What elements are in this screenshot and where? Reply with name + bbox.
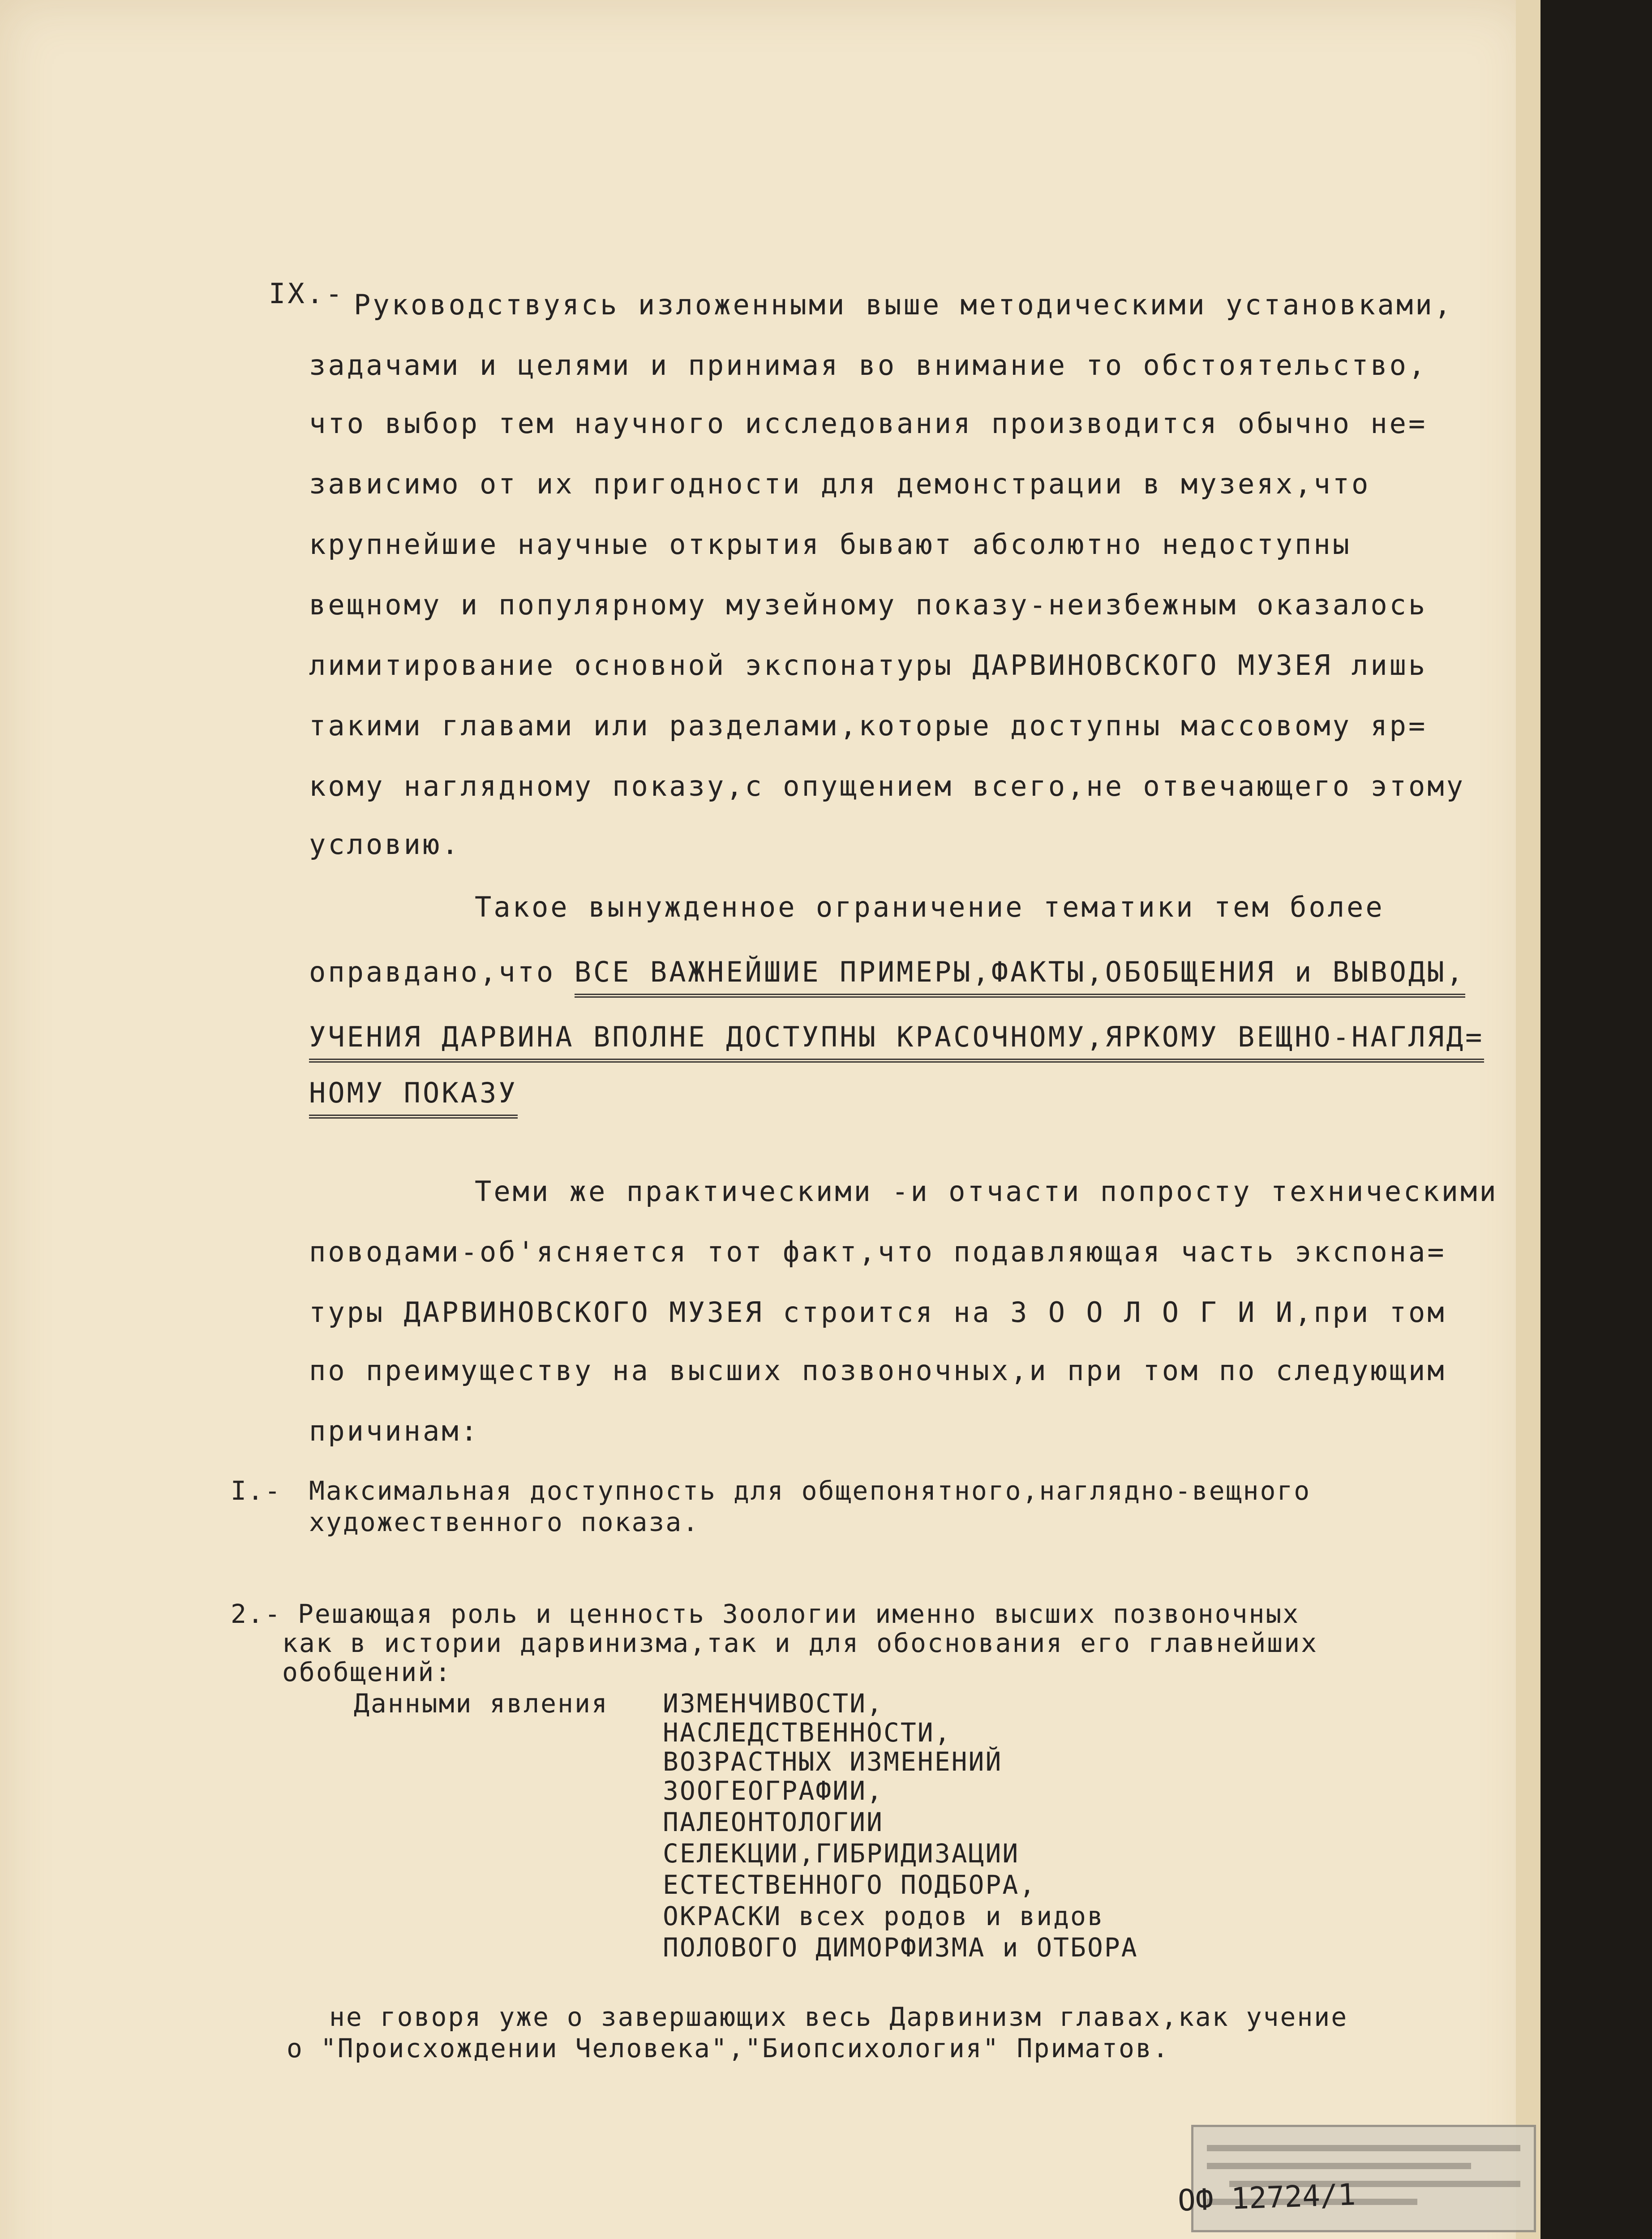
paragraph-1-line: зависимо от их пригодности для демонстрации в музеях,что [309, 468, 1371, 500]
paragraph-3-line: Теми же практическими -и отчасти попросту техническими [475, 1175, 1498, 1208]
phenomenon-item: ВОЗРАСТНЫХ ИЗМЕНЕНИЙ [663, 1746, 1003, 1777]
phenomenon-item: ПАЛЕОНТОЛОГИИ [663, 1807, 884, 1837]
phenomenon-item: СЕЛЕКЦИИ,ГИБРИДИЗАЦИИ [663, 1838, 1020, 1869]
paragraph-1-line: такими главами или разделами,которые доступны массовому яр= [309, 709, 1428, 742]
emphasis-underlined: ВСЕ ВАЖНЕЙШИЕ ПРИМЕРЫ,ФАКТЫ,ОБОБЩЕНИЯ и ВЫВОДЫ, [575, 956, 1465, 998]
paragraph-2-line: Такое вынужденное ограничение тематики тем более [475, 891, 1385, 923]
inventory-number: ОФ 12724/1 [1177, 2177, 1356, 2218]
phenomenon-item: ИЗМЕНЧИВОСТИ, [663, 1688, 884, 1719]
paragraph-3-line: туры ДАРВИНОВСКОГО МУЗЕЯ строится на З О О Л О Г И И,при том [309, 1296, 1446, 1329]
paragraph-1-line: кому наглядному показу,с опущением всего,не отвечающего этому [309, 770, 1465, 802]
phenomena-label: Данными явления [354, 1688, 609, 1719]
paragraph-3-line: по преимуществу на высших позвоночных,и при том по следующим [309, 1354, 1446, 1387]
page-edge [1516, 0, 1540, 2239]
paragraph-1-line: условию. [309, 828, 461, 861]
archive-stamp [1191, 2125, 1536, 2232]
phenomenon-item: НАСЛЕДСТВЕННОСТИ, [663, 1717, 952, 1748]
paragraph-1-line: задачами и целями и принимая во внимание то обстоятельство, [309, 349, 1428, 382]
paragraph-1-line: Руководствуясь изложенными выше методическими установками, [354, 288, 1453, 321]
paragraph-1-line: крупнейшие научные открытия бывают абсолютно недоступны [309, 528, 1352, 561]
paragraph-2-line [309, 958, 1465, 986]
closing-line: о "Происхождении Человека","Биопсихология" Приматов. [287, 2033, 1170, 2063]
paragraph-1-line: что выбор тем научного исследования производится обычно не= [309, 407, 1428, 440]
paragraph-1-line: вещному и популярному музейному показу-неизбежным оказалось [309, 588, 1428, 621]
paragraph-3-line: поводами-об'ясняется тот факт,что подавляющая часть экспона= [309, 1235, 1446, 1268]
phenomenon-item: ПОЛОВОГО ДИМОРФИЗМА и ОТБОРА [663, 1932, 1138, 1963]
closing-line: не говоря уже о завершающих весь Дарвинизм главах,как учение [329, 2002, 1348, 2032]
item-2-line: как в истории дарвинизма,так и для обоснования его главнейших [282, 1628, 1318, 1658]
paragraph-3-line: причинам: [309, 1415, 480, 1447]
item-2-line: обобщений: [282, 1657, 452, 1687]
emphasis-underlined: НОМУ ПОКАЗУ [309, 1077, 518, 1119]
item-2-number: 2.- [231, 1599, 282, 1629]
phenomenon-item: ОКРАСКИ всех родов и видов [663, 1901, 1104, 1931]
item-2-line: Решающая роль и ценность Зоологии именно высших позвоночных [298, 1599, 1300, 1629]
paragraph-2-line [309, 1079, 518, 1107]
item-1-number: I.- [231, 1476, 282, 1506]
paragraph-1-line: лимитирование основной экспонатуры ДАРВИНОВСКОГО МУЗЕЯ лишь [309, 649, 1428, 682]
paragraph-2-text: оправдано,что [309, 956, 575, 988]
phenomenon-item: ЕСТЕСТВЕННОГО ПОДБОРА, [663, 1870, 1037, 1900]
emphasis-underlined: УЧЕНИЯ ДАРВИНА ВПОЛНЕ ДОСТУПНЫ КРАСОЧНОМУ,ЯРКОМУ ВЕЩНО-НАГЛЯД= [309, 1021, 1484, 1063]
section-marker: IX.- [269, 277, 345, 310]
item-1-line: художественного показа. [309, 1507, 700, 1537]
paragraph-2-line [309, 1023, 1484, 1051]
item-1-line: Максимальная доступность для общепонятного,наглядно-вещного [309, 1476, 1311, 1506]
phenomenon-item: ЗООГЕОГРАФИИ, [663, 1776, 884, 1806]
